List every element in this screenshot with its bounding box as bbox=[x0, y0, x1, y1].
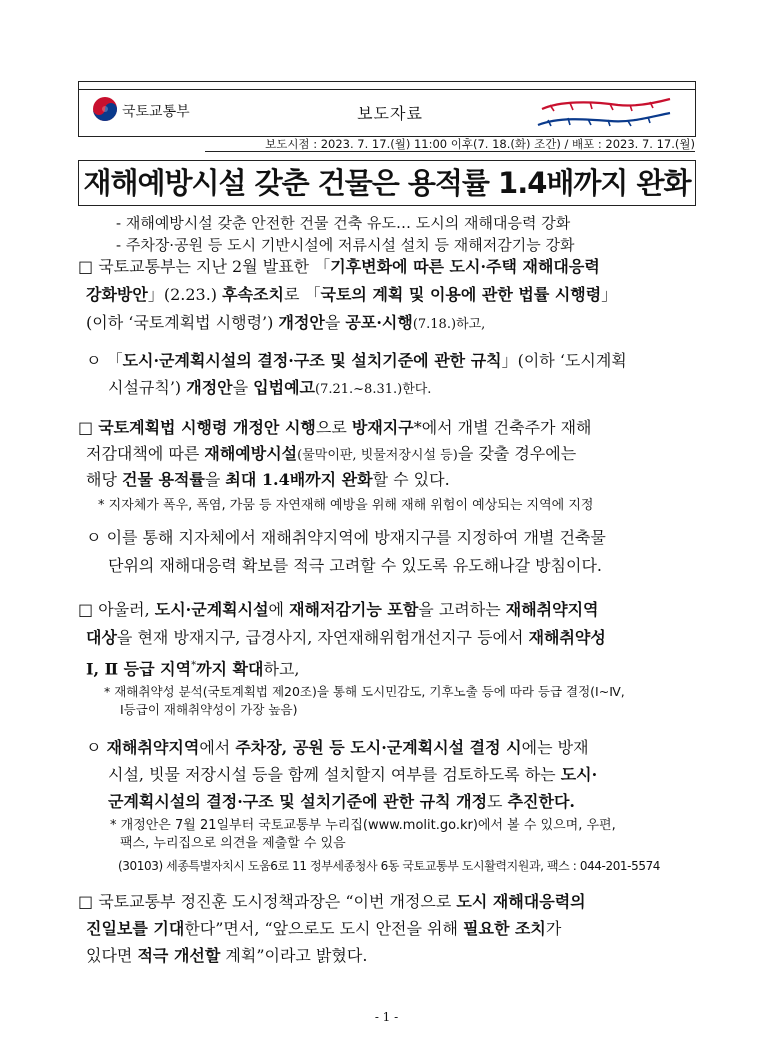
headline: 재해예방시설 갖춘 건물은 용적률 1.4배까지 완화 bbox=[78, 160, 696, 206]
box-bullet-icon: □ bbox=[78, 257, 94, 276]
paragraph-4-line2: 진일보를 기대한다”면서, “앞으로도 도시 안전을 위해 필요한 조치가 bbox=[86, 919, 562, 938]
paragraph-2: □ 국토계획법 시행령 개정안 시행으로 방재지구*에서 개별 건축주가 재해 bbox=[78, 418, 592, 437]
paragraph-3-line3: Ⅰ, Ⅱ 등급 지역*까지 확대하고, bbox=[86, 659, 300, 679]
taegeuk-logo-icon bbox=[92, 96, 118, 122]
paragraph-2-footnote: * 지자체가 폭우, 폭염, 가뭄 등 자연재해 예방을 위해 재해 위험이 예상되는 지역에 지정 bbox=[98, 498, 594, 513]
comment-note-line2: 팩스, 누리집으로 의견을 제출할 수 있음 bbox=[120, 836, 346, 851]
paragraph-4: □ 국토교통부 정진훈 도시정책과장은 “이번 개정으로 도시 재해대응력의 bbox=[78, 892, 586, 911]
paragraph-3: □ 아울러, 도시·군계획시설에 재해저감기능 포함을 고려하는 재해취약지역 bbox=[78, 600, 599, 619]
paragraph-1: □ 국토교통부는 지난 2월 발표한 「기후변화에 따른 도시·주택 재해대응력 bbox=[78, 257, 600, 276]
paragraph-2-line3: 해당 건물 용적률을 최대 1.4배까지 완화할 수 있다. bbox=[86, 470, 450, 489]
paragraph-1-line2: 강화방안」(2.23.) 후속조치로 「국토의 계획 및 이용에 관한 법률 시행령」 bbox=[86, 285, 618, 304]
box-bullet-icon: □ bbox=[78, 600, 94, 619]
paragraph-3-line2: 대상을 현재 방재지구, 급경사지, 자연재해위험개선지구 등에서 재해취약성 bbox=[86, 628, 606, 647]
doc-type-title: 보도자료 bbox=[357, 104, 423, 123]
box-bullet-icon: □ bbox=[78, 418, 94, 437]
paragraph-2-sub: ㅇ 이를 통해 지자체에서 재해취약지역에 방재지구를 지정하여 개별 건축물 bbox=[86, 528, 606, 547]
paragraph-1-sub: ㅇ 「도시·군계획시설의 결정·구조 및 설치기준에 관한 규칙」(이하 ‘도시계획 bbox=[86, 351, 627, 370]
paragraph-1-line3: (이하 ‘국토계획법 시행령’) 개정안을 공포·시행(7.18.)하고, bbox=[86, 313, 486, 332]
box-bullet-icon: □ bbox=[78, 892, 94, 911]
subtitle-2: - 주차장·공원 등 도시 기반시설에 저류시설 설치 등 재해저감기능 강화 bbox=[116, 236, 575, 254]
paragraph-4-line3: 있다면 적극 개선할 계획”이라고 밝혔다. bbox=[86, 946, 368, 965]
paragraph-2-sub-line2: 단위의 재해대응력 확보를 적극 고려할 수 있도록 유도해나갈 방침이다. bbox=[108, 556, 602, 575]
circle-bullet-icon: ㅇ bbox=[86, 528, 102, 547]
paragraph-1-sub-line2: 시설규칙’) 개정안을 입법예고(7.21.~8.31.)한다. bbox=[108, 378, 432, 397]
org-name: 국토교통부 bbox=[122, 104, 190, 120]
paragraph-3-sub-line2: 시설, 빗물 저장시설 등을 함께 설치할지 여부를 검토하도록 하는 도시· bbox=[108, 765, 598, 784]
paragraph-3-footnote: * 재해취약성 분석(국토계획법 제20조)을 통해 도시민감도, 기후노출 등에 따라 등급 결정(Ⅰ~Ⅳ, bbox=[104, 684, 625, 699]
paragraph-3-sub: ㅇ 재해취약지역에서 주차장, 공원 등 도시·군계획시설 결정 시에는 방재 bbox=[86, 738, 589, 757]
paragraph-2-line2: 저감대책에 따른 재해예방시설(물막이판, 빗물저장시설 등)을 갖출 경우에는 bbox=[86, 444, 577, 463]
release-dateline: 보도시점 : 2023. 7. 17.(월) 11:00 이후(7. 18.(화) 조간) / 배포 : 2023. 7. 17.(월) bbox=[205, 137, 695, 152]
header-divider bbox=[78, 89, 696, 90]
page-number: - 1 - bbox=[374, 1010, 399, 1024]
circle-bullet-icon: ㅇ bbox=[86, 351, 102, 370]
paragraph-3-footnote-line2: Ⅰ등급이 재해취약성이 가장 높음) bbox=[120, 702, 298, 717]
slogan-logo bbox=[530, 93, 680, 131]
paragraph-3-sub-line3: 군계획시설의 결정·구조 및 설치기준에 관한 규칙 개정도 추진한다. bbox=[108, 792, 575, 811]
circle-bullet-icon: ㅇ bbox=[86, 738, 102, 757]
subtitle-1: - 재해예방시설 갖춘 안전한 건물 건축 유도… 도시의 재해대응력 강화 bbox=[116, 214, 571, 232]
comment-note: * 개정안은 7월 21일부터 국토교통부 누리집(www.molit.go.kr)에서 볼 수 있으며, 우편, bbox=[110, 818, 616, 833]
comment-address: (30103) 세종특별자치시 도움6로 11 정부세종청사 6동 국토교통부 도시활력지원과, 팩스 : 044-201-5574 bbox=[118, 859, 661, 873]
